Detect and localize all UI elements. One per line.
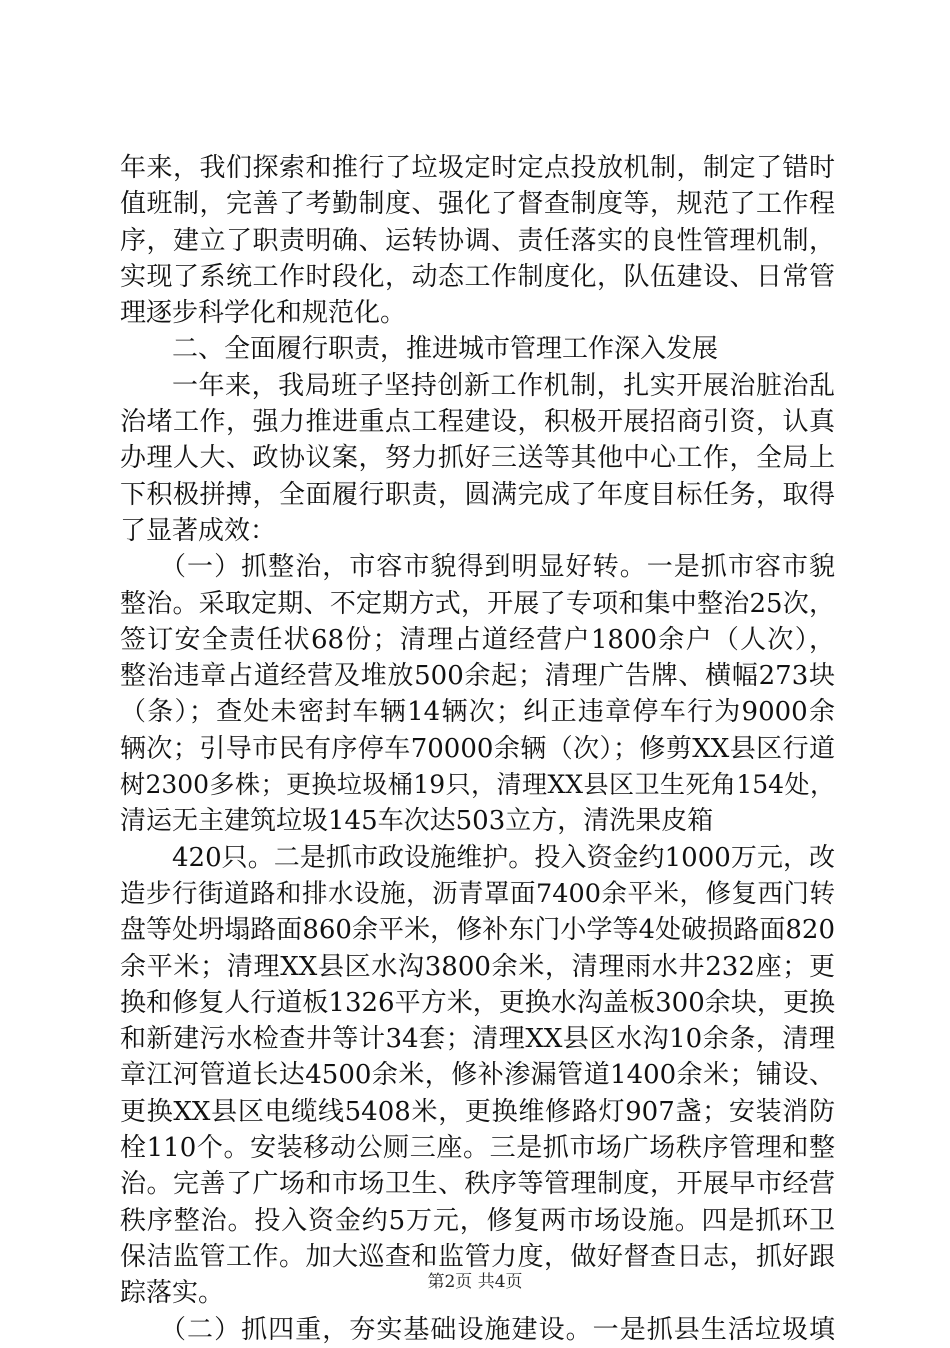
document-body [120, 150, 835, 1348]
text-line: 年来，我们探索和推行了垃圾定时定点投放机制，制定了错时 [120, 153, 835, 183]
text-line: 保洁监管工作。加大巡查和监管力度，做好督查日志，抓好跟 [120, 1241, 835, 1272]
text-line: 420只。二是抓市政设施维护。投入资金约1000万元，改 [172, 842, 835, 873]
text-line: 辆次；引导市民有序停车70000余辆（次）；修剪XX县区行道 [120, 733, 835, 764]
text-line: 造步行街道路和排水设施，沥青罩面7400余平米，修复西门转 [120, 878, 835, 909]
text-line: 下积极拼搏，全面履行职责，圆满完成了年度目标任务，取得 [120, 479, 835, 510]
text-line: 实现了系统工作时段化，动态工作制度化，队伍建设、日常管 [120, 261, 835, 292]
text-line: 二、全面履行职责，推进城市管理工作深入发展 [172, 334, 719, 365]
text-line: （一）抓整治，市容市貌得到明显好转。一是抓市容市貌 [160, 552, 835, 583]
text-line: 办理人大、政协议案，努力抓好三送等其他中心工作，全局上 [120, 443, 835, 474]
text-line: 栓110个。安装移动公厕三座。三是抓市场广场秩序管理和整 [120, 1133, 835, 1164]
text-line: 序，建立了职责明确、运转协调、责任落实的良性管理机制， [120, 225, 835, 256]
text-line: 整治。采取定期、不定期方式，开展了专项和集中整治25次， [120, 588, 835, 619]
page-footer: 第2页 共4页 [427, 1272, 523, 1292]
text-line: 秩序整治。投入资金约5万元，修复两市场设施。四是抓环卫 [120, 1205, 835, 1236]
text-line: 余平米；清理XX县区水沟3800余米，清理雨水井232座；更 [120, 951, 835, 982]
text-line: 清运无主建筑垃圾145车次达503立方，清洗果皮箱 [120, 806, 714, 837]
text-line: 换和修复人行道板1326平方米，更换水沟盖板300余块，更换 [120, 987, 835, 1018]
text-line: 签订安全责任状68份；清理占道经营户1800余户（人次）， [120, 624, 835, 655]
text-line: 和新建污水检查井等计34套；清理XX县区水沟10余条，清理 [120, 1024, 835, 1055]
text-line: 树2300多株；更换垃圾桶19只，清理XX县区卫生死角154处， [120, 770, 835, 800]
text-line: 治。完善了广场和市场卫生、秩序等管理制度，开展早市经营 [120, 1169, 835, 1200]
text-line: 一年来，我局班子坚持创新工作机制，扎实开展治脏治乱 [172, 370, 835, 401]
text-line: 整治违章占道经营及堆放500余起；清理广告牌、横幅273块 [120, 661, 835, 692]
text-line: （条）；查处未密封车辆14辆次；纠正违章停车行为9000余 [120, 697, 835, 728]
text-line: 值班制，完善了考勤制度、强化了督查制度等，规范了工作程 [120, 189, 835, 220]
text-line: 踪落实。 [120, 1278, 225, 1309]
text-line: 盘等处坍塌路面860余平米，修补东门小学等4处破损路面820 [120, 915, 835, 946]
text-line: 治堵工作，强力推进重点工程建设，积极开展招商引资，认真 [120, 407, 835, 438]
text-line: （二）抓四重，夯实基础设施建设。一是抓县生活垃圾填 [160, 1314, 835, 1345]
text-line: 章江河管道长达4500余米，修补渗漏管道1400余米；铺设、 [120, 1060, 835, 1091]
text-line: 更换XX县区电缆线5408米，更换维修路灯907盏；安装消防 [120, 1096, 835, 1127]
text-line: 理逐步科学化和规范化。 [120, 298, 407, 329]
text-line: 了显著成效： [120, 515, 277, 546]
